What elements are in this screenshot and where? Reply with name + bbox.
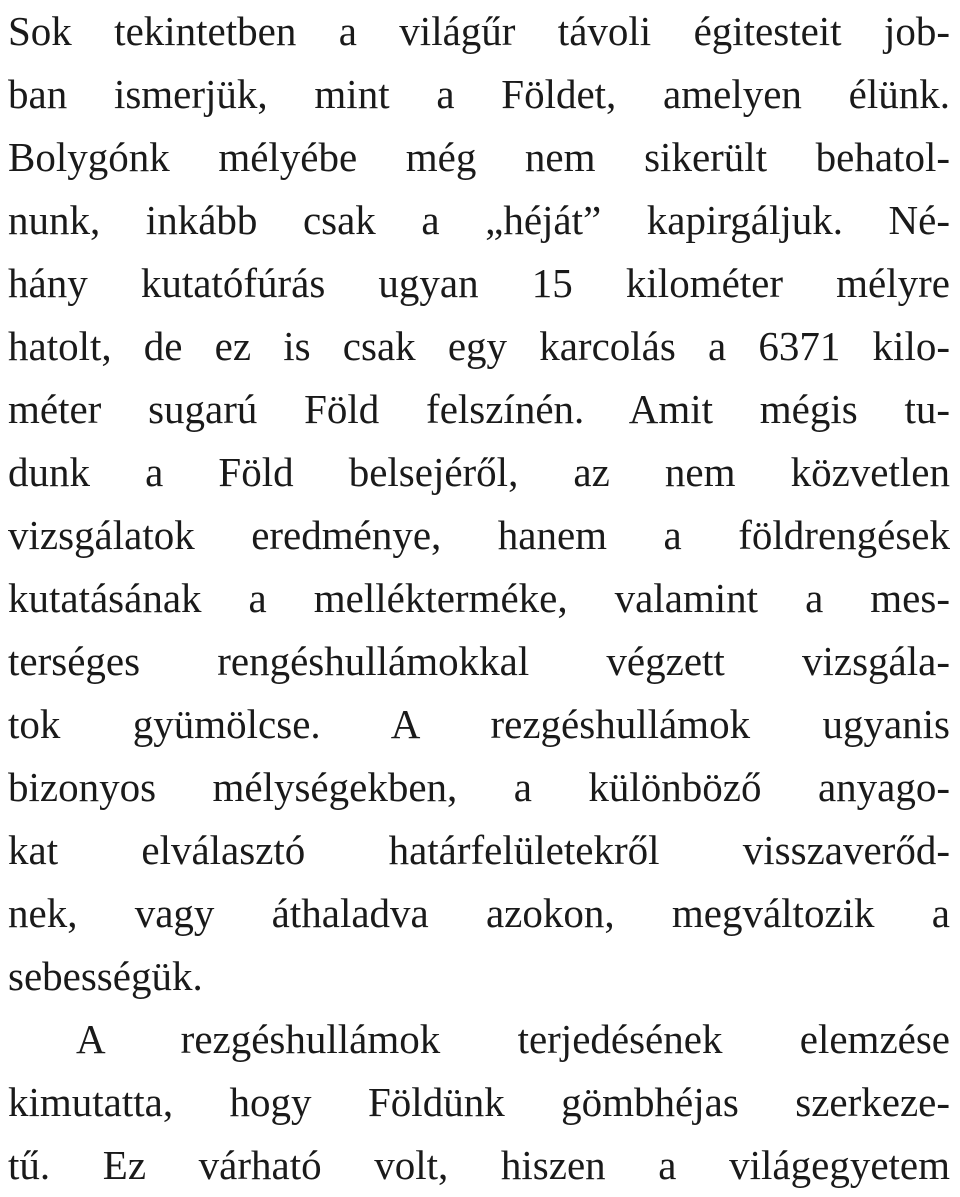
text-line: méter sugarú Föld felszínén. Amit mégis tu- <box>8 386 950 432</box>
text-line: nek, vagy áthaladva azokon, megváltozik a <box>8 890 950 936</box>
text-line: vizsgálatok eredménye, hanem a földrengések <box>8 512 950 558</box>
text-line: tok gyümölcse. A rezgéshullámok ugyanis <box>8 701 950 747</box>
text-line: sebességük. <box>8 953 203 999</box>
text-line: hatolt, de ez is csak egy karcolás a 6371 kilo- <box>8 323 950 369</box>
paragraph-2 <box>8 1008 950 1197</box>
text-line: terséges rengéshullámokkal végzett vizsgála- <box>8 638 950 684</box>
text-line: hány kutatófúrás ugyan 15 kilométer mélyre <box>8 260 950 306</box>
text-line: kat elválasztó határfelületekről visszaverőd- <box>8 827 950 873</box>
paragraph-1 <box>8 0 950 1008</box>
text-line: A rezgéshullámok terjedésének elemzése <box>76 1016 950 1062</box>
text-line: Sok tekintetben a világűr távoli égitesteit job- <box>8 8 950 54</box>
text-line: kutatásának a mellékterméke, valamint a mes- <box>8 575 950 621</box>
text-line: Bolygónk mélyébe még nem sikerült behatol- <box>8 134 950 180</box>
text-line: ban ismerjük, mint a Földet, amelyen élünk. <box>8 71 950 117</box>
text-line: tű. Ez várható volt, hiszen a világegyetem <box>8 1142 950 1188</box>
text-line: kimutatta, hogy Földünk gömbhéjas szerkeze- <box>8 1079 950 1125</box>
text-line: nunk, inkább csak a „héját” kapirgáljuk. Né- <box>8 197 950 243</box>
text-line: dunk a Föld belsejéről, az nem közvetlen <box>8 449 950 495</box>
text-line: bizonyos mélységekben, a különböző anyago- <box>8 764 950 810</box>
